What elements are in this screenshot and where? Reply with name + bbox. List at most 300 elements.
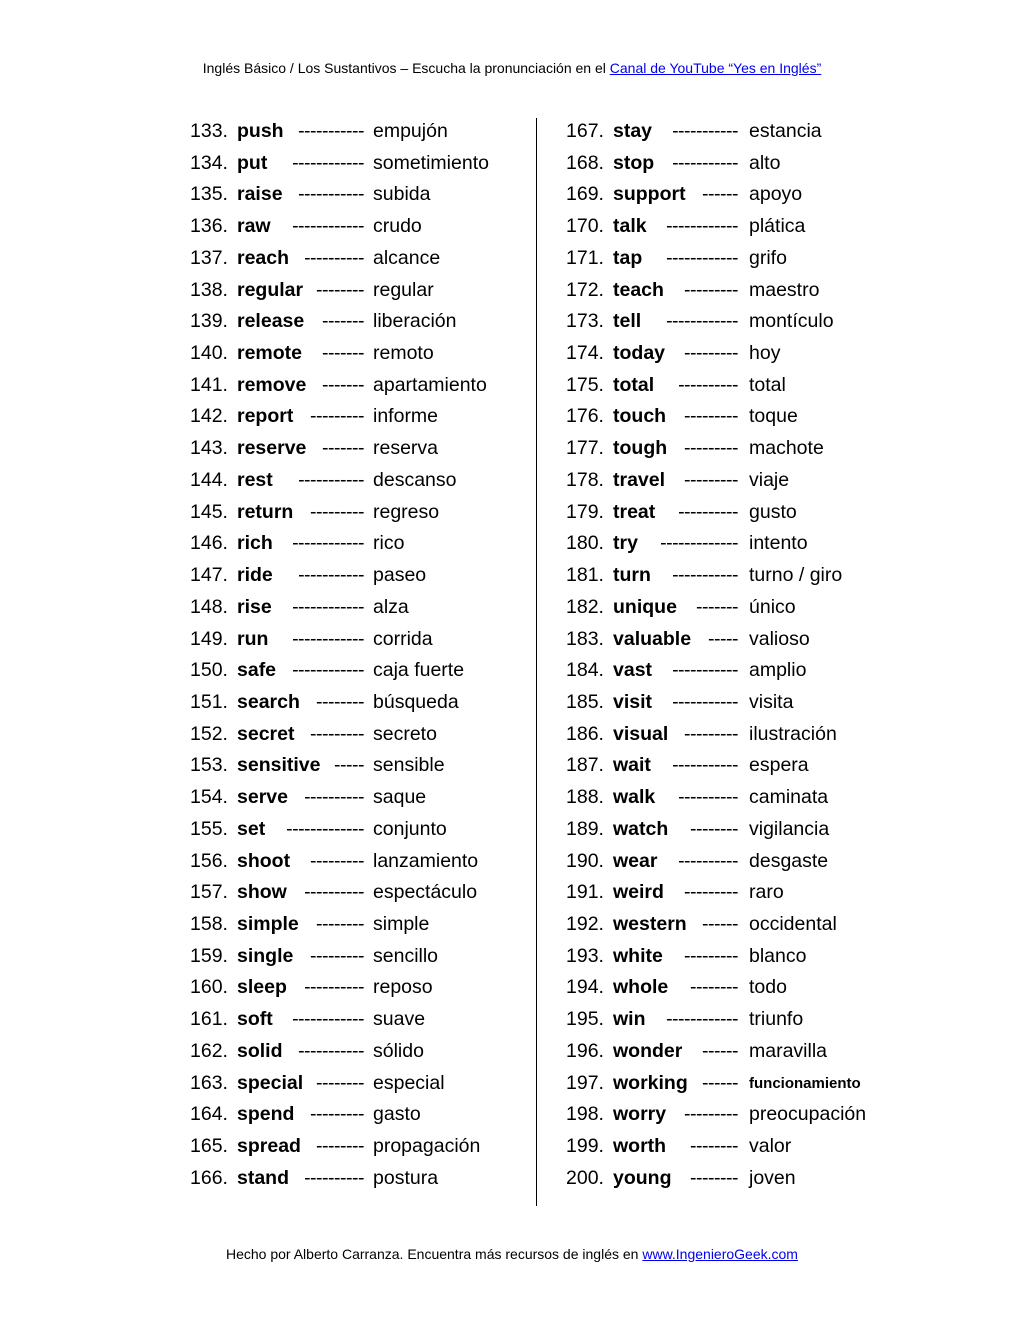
dash-separator: -------- bbox=[690, 1166, 738, 1189]
english-word: watch bbox=[613, 817, 669, 840]
vocab-entry bbox=[537, 655, 1024, 687]
vocab-entry bbox=[0, 370, 536, 402]
dash-separator: --------- bbox=[310, 944, 364, 967]
entry-number: 140. bbox=[190, 342, 228, 365]
vocab-entry bbox=[0, 972, 536, 1004]
dash-separator: ----- bbox=[334, 754, 364, 777]
entry-number: 171. bbox=[566, 246, 604, 269]
vocab-column-right bbox=[537, 116, 1024, 1194]
spanish-translation: occidental bbox=[749, 912, 837, 935]
vocab-entry bbox=[0, 1004, 536, 1036]
dash-separator: ----- bbox=[708, 627, 738, 650]
vocab-entry bbox=[0, 655, 536, 687]
dash-separator: -------- bbox=[690, 1135, 738, 1157]
dash-separator: ------------ bbox=[666, 1008, 738, 1031]
entry-number: 197. bbox=[566, 1071, 604, 1094]
spanish-translation: valor bbox=[749, 1135, 792, 1157]
entry-number: 136. bbox=[190, 215, 228, 238]
footer-text: Hecho por Alberto Carranza. Encuentra más recursos de inglés en bbox=[226, 1246, 643, 1262]
page-header bbox=[0, 60, 1024, 76]
dash-separator: --------- bbox=[310, 849, 364, 872]
spanish-translation: postura bbox=[373, 1166, 439, 1189]
vocab-entry bbox=[0, 1036, 536, 1068]
vocab-entry bbox=[537, 275, 1024, 307]
dash-separator: --------- bbox=[684, 944, 738, 967]
entry-number: 175. bbox=[566, 373, 604, 396]
entry-number: 200. bbox=[566, 1166, 604, 1189]
vocab-entry bbox=[0, 846, 536, 878]
spanish-translation: apartamiento bbox=[373, 373, 487, 396]
vocab-entry bbox=[0, 909, 536, 941]
spanish-translation: informe bbox=[373, 405, 439, 428]
spanish-translation: hoy bbox=[749, 342, 781, 365]
page-footer bbox=[0, 1246, 1024, 1262]
english-word: raw bbox=[237, 215, 271, 238]
dash-separator: ----------- bbox=[672, 151, 738, 174]
vocab-entry bbox=[0, 687, 536, 719]
english-word: today bbox=[613, 342, 666, 365]
spanish-translation: descanso bbox=[373, 468, 457, 491]
english-word: run bbox=[237, 627, 269, 650]
entry-number: 161. bbox=[190, 1008, 228, 1031]
entry-number: 133. bbox=[190, 120, 228, 142]
spanish-translation: maravilla bbox=[749, 1039, 828, 1062]
spanish-translation: sencillo bbox=[373, 944, 439, 967]
spanish-translation: gasto bbox=[373, 1103, 421, 1126]
spanish-translation: reserva bbox=[373, 437, 439, 460]
dash-separator: ------ bbox=[702, 1039, 738, 1062]
dash-separator: ----------- bbox=[298, 564, 364, 587]
dash-separator: ------------- bbox=[286, 817, 364, 840]
english-word: visit bbox=[613, 690, 653, 713]
spanish-translation: intento bbox=[749, 532, 808, 555]
vocab-entry bbox=[0, 750, 536, 782]
vocab-entry bbox=[0, 814, 536, 846]
vocab-entry bbox=[0, 148, 536, 180]
spanish-translation: alcance bbox=[373, 246, 441, 269]
dash-separator: -------- bbox=[316, 1135, 364, 1157]
dash-separator: ---------- bbox=[678, 500, 738, 523]
english-word: return bbox=[237, 500, 294, 523]
entry-number: 198. bbox=[566, 1103, 604, 1126]
dash-separator: -------- bbox=[316, 1071, 364, 1094]
english-word: young bbox=[613, 1166, 672, 1189]
spanish-translation: regular bbox=[373, 278, 434, 301]
english-word: teach bbox=[613, 278, 664, 301]
dash-separator: -------- bbox=[316, 690, 364, 713]
dash-separator: ----------- bbox=[672, 120, 738, 142]
dash-separator: -------- bbox=[690, 976, 738, 999]
vocab-entry bbox=[537, 1036, 1024, 1068]
spanish-translation: alto bbox=[749, 151, 781, 174]
entry-number: 154. bbox=[190, 786, 228, 809]
vocab-entry bbox=[537, 941, 1024, 973]
entry-number: 191. bbox=[566, 881, 604, 904]
english-word: stand bbox=[237, 1166, 290, 1189]
vocab-entry bbox=[537, 1131, 1024, 1163]
vocab-column-left bbox=[0, 116, 536, 1194]
spanish-translation: caminata bbox=[749, 786, 829, 809]
spanish-translation: ilustración bbox=[749, 722, 837, 745]
spanish-translation: secreto bbox=[373, 722, 437, 745]
english-word: push bbox=[237, 120, 284, 142]
english-word: working bbox=[613, 1071, 688, 1094]
entry-number: 157. bbox=[190, 881, 228, 904]
vocab-entry bbox=[537, 846, 1024, 878]
dash-separator: --------- bbox=[684, 437, 738, 460]
spanish-translation: turno / giro bbox=[749, 564, 843, 587]
dash-separator: ------ bbox=[702, 183, 738, 206]
dash-separator: ---------- bbox=[678, 849, 738, 872]
vocab-entry bbox=[537, 148, 1024, 180]
vocab-entry bbox=[537, 560, 1024, 592]
spanish-translation: machote bbox=[749, 437, 824, 460]
english-word: reach bbox=[237, 246, 290, 269]
vocab-entry bbox=[0, 719, 536, 751]
vocab-entry bbox=[0, 465, 536, 497]
spanish-translation: alza bbox=[373, 595, 409, 618]
vocab-entry bbox=[537, 1068, 1024, 1100]
dash-separator: -------- bbox=[316, 278, 364, 301]
english-word: western bbox=[613, 912, 687, 935]
spanish-translation: rico bbox=[373, 532, 405, 555]
entry-number: 172. bbox=[566, 278, 604, 301]
vocab-entry bbox=[537, 433, 1024, 465]
dash-separator: ----------- bbox=[672, 754, 738, 777]
vocab-entry bbox=[0, 941, 536, 973]
website-link[interactable]: www.IngenieroGeek.com bbox=[642, 1246, 798, 1262]
entry-number: 169. bbox=[566, 183, 604, 206]
vocab-entry bbox=[0, 179, 536, 211]
dash-separator: --------- bbox=[684, 405, 738, 428]
dash-separator: ---------- bbox=[304, 246, 364, 269]
dash-separator: --------- bbox=[684, 881, 738, 904]
spanish-translation: espera bbox=[749, 754, 809, 777]
dash-separator: --------- bbox=[310, 500, 364, 523]
entry-number: 155. bbox=[190, 817, 228, 840]
entry-number: 178. bbox=[566, 468, 604, 491]
spanish-translation: amplio bbox=[749, 659, 807, 682]
english-word: wait bbox=[613, 754, 651, 777]
dash-separator: ----------- bbox=[672, 659, 738, 682]
entry-number: 150. bbox=[190, 659, 228, 682]
vocab-entry bbox=[0, 433, 536, 465]
vocab-entry bbox=[0, 528, 536, 560]
vocab-entry bbox=[0, 338, 536, 370]
dash-separator: ------------ bbox=[292, 1008, 364, 1031]
english-word: wear bbox=[613, 849, 658, 872]
vocab-entry bbox=[537, 401, 1024, 433]
spanish-translation: joven bbox=[749, 1166, 796, 1189]
english-word: show bbox=[237, 881, 287, 904]
dash-separator: ----------- bbox=[298, 1039, 364, 1062]
entry-number: 199. bbox=[566, 1135, 604, 1157]
vocab-entry bbox=[0, 592, 536, 624]
entry-number: 145. bbox=[190, 500, 228, 523]
english-word: talk bbox=[613, 215, 647, 238]
spanish-translation: valioso bbox=[749, 627, 810, 650]
english-word: stay bbox=[613, 120, 653, 142]
entry-number: 162. bbox=[190, 1039, 228, 1062]
dash-separator: ------- bbox=[322, 437, 364, 460]
english-word: remote bbox=[237, 342, 303, 365]
vocab-entry bbox=[537, 306, 1024, 338]
english-word: spread bbox=[237, 1135, 301, 1157]
vocab-entry bbox=[0, 624, 536, 656]
entry-number: 188. bbox=[566, 786, 604, 809]
spanish-translation: viaje bbox=[749, 468, 790, 491]
vocab-entry bbox=[0, 306, 536, 338]
english-word: turn bbox=[613, 564, 651, 587]
spanish-translation: maestro bbox=[749, 278, 820, 301]
dash-separator: ---------- bbox=[678, 786, 738, 809]
english-word: worth bbox=[613, 1135, 667, 1157]
vocab-entry bbox=[0, 275, 536, 307]
dash-separator: ------------ bbox=[292, 659, 364, 682]
entry-number: 152. bbox=[190, 722, 228, 745]
english-word: total bbox=[613, 373, 655, 396]
dash-separator: ----------- bbox=[298, 468, 364, 491]
dash-separator: ------- bbox=[322, 310, 364, 333]
entry-number: 176. bbox=[566, 405, 604, 428]
english-word: whole bbox=[613, 976, 669, 999]
entry-number: 179. bbox=[566, 500, 604, 523]
entry-number: 190. bbox=[566, 849, 604, 872]
spanish-translation: propagación bbox=[373, 1135, 481, 1157]
dash-separator: -------- bbox=[690, 817, 738, 840]
vocab-entry bbox=[537, 497, 1024, 529]
entry-number: 148. bbox=[190, 595, 228, 618]
english-word: stop bbox=[613, 151, 655, 174]
dash-separator: ----------- bbox=[298, 183, 364, 206]
english-word: visual bbox=[613, 722, 669, 745]
header-text: Inglés Básico / Los Sustantivos – Escucha la pronunciación en el bbox=[202, 60, 610, 76]
entry-number: 159. bbox=[190, 944, 228, 967]
entry-number: 135. bbox=[190, 183, 228, 206]
dash-separator: ---------- bbox=[304, 1166, 364, 1189]
dash-separator: ------- bbox=[322, 373, 364, 396]
spanish-translation: sensible bbox=[373, 754, 445, 777]
entry-number: 149. bbox=[190, 627, 228, 650]
spanish-translation: blanco bbox=[749, 944, 807, 967]
spanish-translation: saque bbox=[373, 786, 427, 809]
entry-number: 168. bbox=[566, 151, 604, 174]
entry-number: 160. bbox=[190, 976, 228, 999]
dash-separator: --------- bbox=[684, 278, 738, 301]
english-word: treat bbox=[613, 500, 656, 523]
entry-number: 166. bbox=[190, 1166, 228, 1189]
entry-number: 196. bbox=[566, 1039, 604, 1062]
english-word: ride bbox=[237, 564, 273, 587]
english-word: travel bbox=[613, 468, 666, 491]
entry-number: 170. bbox=[566, 215, 604, 238]
entry-number: 193. bbox=[566, 944, 604, 967]
english-word: special bbox=[237, 1071, 304, 1094]
entry-number: 189. bbox=[566, 817, 604, 840]
english-word: safe bbox=[237, 659, 277, 682]
spanish-translation: montículo bbox=[749, 310, 834, 333]
dash-separator: ------ bbox=[702, 1071, 738, 1094]
english-word: report bbox=[237, 405, 294, 428]
english-word: put bbox=[237, 151, 268, 174]
vocab-entry bbox=[537, 1004, 1024, 1036]
vocab-entry bbox=[537, 687, 1024, 719]
dash-separator: ----------- bbox=[672, 564, 738, 587]
spanish-translation: gusto bbox=[749, 500, 797, 523]
english-word: solid bbox=[237, 1039, 283, 1062]
spanish-translation: espectáculo bbox=[373, 881, 478, 904]
english-word: rich bbox=[237, 532, 273, 555]
entry-number: 183. bbox=[566, 627, 604, 650]
entry-number: 164. bbox=[190, 1103, 228, 1126]
spanish-translation: plática bbox=[749, 215, 806, 238]
vocab-entry bbox=[537, 465, 1024, 497]
vocab-entry bbox=[537, 814, 1024, 846]
vocab-entry bbox=[537, 1099, 1024, 1131]
english-word: remove bbox=[237, 373, 307, 396]
entry-number: 174. bbox=[566, 342, 604, 365]
english-word: white bbox=[613, 944, 663, 967]
entry-number: 151. bbox=[190, 690, 228, 713]
dash-separator: ------------- bbox=[660, 532, 738, 555]
spanish-translation: corrida bbox=[373, 627, 433, 650]
dash-separator: ---------- bbox=[304, 786, 364, 809]
entry-number: 177. bbox=[566, 437, 604, 460]
spanish-translation: funcionamiento bbox=[749, 1074, 861, 1092]
dash-separator: ------- bbox=[696, 595, 738, 618]
vocab-entry bbox=[537, 338, 1024, 370]
english-word: win bbox=[613, 1008, 646, 1031]
spanish-translation: subida bbox=[373, 183, 431, 206]
dash-separator: ------------ bbox=[666, 310, 738, 333]
english-word: simple bbox=[237, 912, 299, 935]
vocab-entry bbox=[537, 243, 1024, 275]
spanish-translation: desgaste bbox=[749, 849, 829, 872]
dash-separator: --------- bbox=[684, 1103, 738, 1126]
vocab-entry bbox=[0, 1131, 536, 1163]
dash-separator: ------------ bbox=[292, 532, 364, 555]
entry-number: 147. bbox=[190, 564, 228, 587]
spanish-translation: grifo bbox=[749, 246, 787, 269]
entry-number: 137. bbox=[190, 246, 228, 269]
vocab-entry bbox=[537, 1163, 1024, 1195]
english-word: touch bbox=[613, 405, 667, 428]
english-word: serve bbox=[237, 786, 288, 809]
spanish-translation: suave bbox=[373, 1008, 426, 1031]
spanish-translation: estancia bbox=[749, 120, 822, 142]
english-word: tap bbox=[613, 246, 643, 269]
english-word: single bbox=[237, 944, 294, 967]
dash-separator: ------------ bbox=[292, 215, 364, 238]
vocab-entry bbox=[537, 909, 1024, 941]
dash-separator: --------- bbox=[310, 722, 364, 745]
entry-number: 142. bbox=[190, 405, 228, 428]
spanish-translation: liberación bbox=[373, 310, 457, 333]
english-word: rise bbox=[237, 595, 272, 618]
dash-separator: ---------- bbox=[678, 373, 738, 396]
spanish-translation: preocupación bbox=[749, 1103, 867, 1126]
english-word: release bbox=[237, 310, 305, 333]
vocab-entry bbox=[0, 782, 536, 814]
dash-separator: ------------ bbox=[292, 627, 364, 650]
english-word: valuable bbox=[613, 627, 692, 650]
english-word: rest bbox=[237, 468, 273, 491]
spanish-translation: lanzamiento bbox=[373, 849, 479, 872]
dash-separator: ------- bbox=[322, 342, 364, 365]
entry-number: 185. bbox=[566, 690, 604, 713]
vocab-entry bbox=[537, 877, 1024, 909]
spanish-translation: crudo bbox=[373, 215, 422, 238]
spanish-translation: apoyo bbox=[749, 183, 803, 206]
english-word: search bbox=[237, 690, 300, 713]
spanish-translation: búsqueda bbox=[373, 690, 459, 713]
spanish-translation: regreso bbox=[373, 500, 440, 523]
english-word: unique bbox=[613, 595, 677, 618]
entry-number: 163. bbox=[190, 1071, 228, 1094]
vocab-entry bbox=[0, 401, 536, 433]
dash-separator: ------------ bbox=[292, 151, 364, 174]
entry-number: 156. bbox=[190, 849, 228, 872]
entry-number: 138. bbox=[190, 278, 228, 301]
vocab-entry bbox=[0, 1163, 536, 1195]
dash-separator: ----------- bbox=[672, 690, 738, 713]
spanish-translation: paseo bbox=[373, 564, 427, 587]
spanish-translation: total bbox=[749, 373, 786, 396]
english-word: support bbox=[613, 183, 686, 206]
vocab-entry bbox=[0, 877, 536, 909]
entry-number: 134. bbox=[190, 151, 228, 174]
dash-separator: ----------- bbox=[298, 120, 364, 142]
entry-number: 158. bbox=[190, 912, 228, 935]
spanish-translation: especial bbox=[373, 1071, 445, 1094]
english-word: tough bbox=[613, 437, 668, 460]
entry-number: 143. bbox=[190, 437, 228, 460]
dash-separator: --------- bbox=[684, 342, 738, 365]
dash-separator: ---------- bbox=[304, 976, 364, 999]
dash-separator: ------------ bbox=[666, 215, 738, 238]
vocab-entry bbox=[0, 243, 536, 275]
english-word: set bbox=[237, 817, 266, 840]
spanish-translation: sólido bbox=[373, 1039, 424, 1062]
spanish-translation: único bbox=[749, 595, 796, 618]
dash-separator: ------------ bbox=[666, 246, 738, 269]
spanish-translation: reposo bbox=[373, 976, 433, 999]
spanish-translation: toque bbox=[749, 405, 798, 428]
vocab-entry bbox=[537, 782, 1024, 814]
english-word: tell bbox=[613, 310, 642, 333]
spanish-translation: raro bbox=[749, 881, 784, 904]
english-word: shoot bbox=[237, 849, 291, 872]
dash-separator: --------- bbox=[684, 468, 738, 491]
vocab-entry bbox=[537, 528, 1024, 560]
vocab-entry bbox=[537, 972, 1024, 1004]
english-word: vast bbox=[613, 659, 653, 682]
vocab-entry bbox=[0, 211, 536, 243]
entry-number: 184. bbox=[566, 659, 604, 682]
entry-number: 167. bbox=[566, 120, 604, 142]
entry-number: 192. bbox=[566, 912, 604, 935]
english-word: soft bbox=[237, 1008, 273, 1031]
vocab-entry bbox=[537, 592, 1024, 624]
spanish-translation: remoto bbox=[373, 342, 434, 365]
dash-separator: --------- bbox=[310, 1103, 364, 1126]
english-word: try bbox=[613, 532, 638, 555]
dash-separator: --------- bbox=[310, 405, 364, 428]
spanish-translation: vigilancia bbox=[749, 817, 830, 840]
vocab-entry bbox=[537, 211, 1024, 243]
dash-separator: ---------- bbox=[304, 881, 364, 904]
youtube-channel-link[interactable]: Canal de YouTube “Yes en Inglés” bbox=[609, 60, 822, 76]
